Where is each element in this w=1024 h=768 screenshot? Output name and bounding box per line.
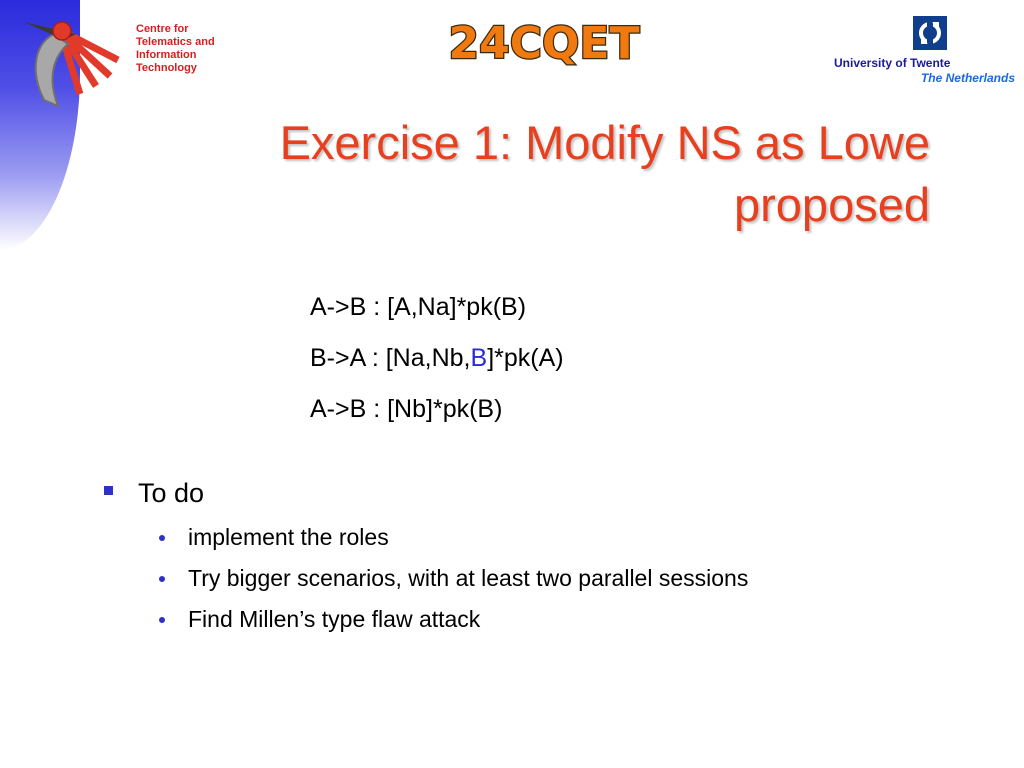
slide-title [100, 112, 930, 236]
list-item-text: Find Millen’s type flaw attack [188, 606, 481, 632]
todo-section [104, 478, 748, 640]
list-item [104, 517, 748, 558]
project-logo-text: 24CQET [448, 18, 640, 69]
protocol-line-3: A->B : [Nb]*pk(B) [310, 395, 503, 423]
university-name: University of Twente [834, 56, 951, 70]
protocol-block [310, 282, 564, 435]
institute-line: Telematics and [136, 36, 215, 48]
list-item-text: implement the roles [188, 524, 389, 550]
project-logo [428, 12, 660, 72]
protocol-line-2-end: ]*pk(A) [487, 344, 564, 372]
todo-heading: To do [138, 478, 205, 508]
university-country: The Netherlands [920, 71, 1015, 85]
todo-heading-row [104, 478, 748, 509]
cti-logo-icon [14, 14, 124, 110]
dot-bullet-icon [159, 617, 165, 623]
list-item-text: Try bigger scenarios, with at least two parallel sessions [188, 565, 749, 591]
dot-bullet-icon [159, 535, 165, 541]
protocol-line-2-highlight: B [470, 344, 488, 372]
list-item [104, 558, 748, 599]
institute-name [136, 23, 246, 75]
title-line-2: proposed [734, 178, 930, 231]
square-bullet-icon [104, 486, 113, 495]
protocol-line-1: A->B : [A,Na]*pk(B) [310, 293, 527, 321]
protocol-line-2 [310, 333, 564, 384]
todo-list [104, 517, 748, 640]
title-line-1: Exercise 1: Modify NS as Lowe [279, 116, 930, 169]
utwente-logo-icon [913, 16, 947, 50]
institute-line: Centre for [136, 23, 189, 35]
institute-line: Technology [136, 62, 197, 74]
institute-line: Information [136, 49, 197, 61]
protocol-line-2-start: B->A : [Na,Nb, [310, 344, 471, 372]
list-item [104, 599, 748, 640]
dot-bullet-icon [159, 576, 165, 582]
